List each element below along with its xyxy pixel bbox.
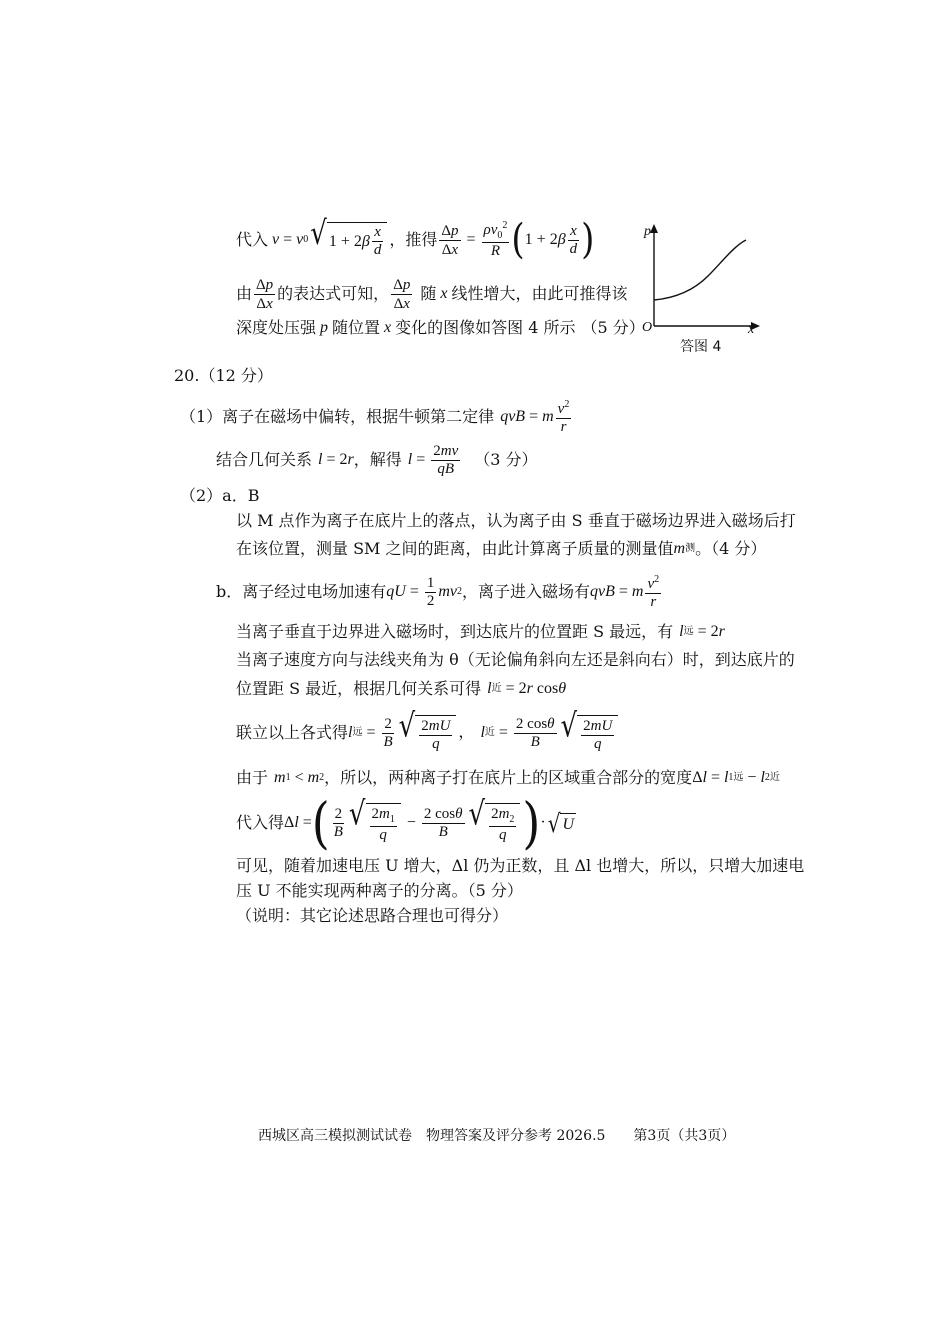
score-top: （5 分） (581, 318, 645, 337)
q20-b-line1: b．离子经过电场加速有 qU = $\frac{1}{2}$ mv 2 ，离子进入磁场有 qvB = m $\frac{v^2}{r}$ (216, 573, 660, 610)
text-conclusion-2: 压 U 不能实现两种离子的分离。（5 分） (236, 881, 523, 900)
q20-b-line5: 联立以上各式得 l 远 = $\frac{2}{B}$ √ $\frac{2mU}{q}$ ， l 近 = $\frac{2 \cos\theta}{B}$ √ $\frac{2mU}{q}$ (236, 708, 620, 758)
sub-ce: 测 (685, 543, 696, 554)
text-geometry: 结合几何关系 (216, 450, 313, 469)
q20-header (174, 367, 273, 385)
sqrt-expression: √ 1 + 2 β $\frac{x}{d}$ (310, 222, 387, 258)
q20-b-line8 (236, 857, 804, 875)
top-line-3: 深度处压强 p 随位置 x 变化的图像如答图 4 所示 （5 分） (236, 318, 645, 337)
top-line-2: 由 $\frac{\Delta p}{\Delta x}$ 的表达式可知， $\frac{\Delta p}{\Delta x}$ 随 x 线性增大，由此可推得该 (236, 276, 628, 312)
q20-part2a-line2: 在该位置，测量 SM 之间的距离，由此计算离子质量的测量值 m 测 。（4 分） (236, 539, 767, 558)
page-footer (258, 1127, 735, 1145)
text-note: （说明：其它论述思路合理也可得分） (236, 906, 509, 925)
text-position: 随位置 (332, 318, 381, 337)
q20-b-line7: 代入得 Δ l = ( $\frac{2}{B}$ √ $\frac{2m_1}{q}$ − $\frac{2 \cos\theta}{B}$ √ $\frac{2m_2}{q}$ ) · √ U (236, 790, 575, 856)
sub-yuan-2: 远 (352, 727, 363, 738)
score-part2a: 。（4 分） (695, 539, 767, 558)
text-solve: ，解得 (353, 450, 402, 469)
frac-dp-dx: $\frac{\Delta p}{\Delta x}$ (441, 222, 459, 258)
text-infer: ，推得 (389, 230, 438, 249)
text-linear: 线性增大，由此可推得该 (451, 284, 628, 303)
text-graph: 变化的图像如答图 4 所示 (395, 318, 576, 337)
text-conclusion-1: 可见，随着加速电压 U 增大，Δl 仍为正数，且 Δl 也增大，所以，只增大加速电 (236, 856, 805, 875)
q20-part2a-line1 (236, 512, 796, 530)
figure-4 (636, 222, 766, 357)
text-you: 由 (236, 284, 253, 303)
q20-b-line4: 位置距 S 最近，根据几何关系可得 l 近 = 2 r cos θ (236, 679, 567, 698)
origin-label: O (642, 320, 653, 335)
text-since: 由于 (236, 768, 269, 787)
text-angle: 当离子速度方向与法线夹角为 θ（无论偏角斜向左还是斜向右）时，到达底片的 (236, 650, 795, 669)
text-part2a: （2）a．B (180, 486, 260, 505)
q20-b-line9 (236, 882, 523, 900)
q20-b-line2: 当离子垂直于边界进入磁场时，到达底片的位置距 S 最远，有 l 远 = 2 r (236, 622, 725, 641)
text-substitute: 代入 (236, 230, 269, 249)
text-depth: 深度处压强 (236, 318, 317, 337)
q20-b-line6: 由于 m 1 < m 2 ，所以，两种离子打在底片上的区域重合部分的宽度 Δ l = l 1远 − l 2近 (236, 768, 780, 787)
sub-jin-2: 近 (484, 727, 495, 738)
text-combine: 联立以上各式得 (236, 723, 349, 742)
sub-2-jin: 近 (769, 772, 780, 783)
top-line-1: 代入 v = v 0 √ 1 + 2 β $\frac{x}{d}$ ，推得 $\frac{\Delta p}{\Delta x}$ = $\frac{\rho v_0^2}{R}$ ( 1 + 2 β $\frac{x}{d}$ ) (236, 215, 595, 264)
q20-part2-head (180, 487, 259, 505)
figure-caption: 答图 4 (680, 339, 722, 355)
sub-jin: 近 (491, 683, 502, 694)
text-overlap: ，所以，两种离子打在底片上的区域重合部分的宽度 (324, 768, 693, 787)
q20-part1-line1: （1）离子在磁场中偏转，根据牛顿第二定律 qvB = m $\frac{v^2}{r}$ (180, 398, 570, 435)
x-axis-label: x (748, 322, 755, 337)
sub-1-yuan: 远 (733, 772, 744, 783)
text-sui: 随 (420, 284, 437, 303)
footer-text: 西城区高三模拟测试试卷 物理答案及评分参考 2026.5 第3页（共3页） (258, 1128, 736, 1144)
sub-yuan: 远 (683, 626, 694, 637)
q20-part1-line2: 结合几何关系 l = 2 r ，解得 l = $\frac{2mv}{qB}$ （3 分） (216, 443, 538, 477)
q20-title: 20.（12 分） (174, 366, 273, 385)
text-accel: b．离子经过电场加速有 (216, 582, 387, 601)
q20-note (236, 907, 508, 925)
text-farthest: 当离子垂直于边界进入磁场时，到达底片的位置距 S 最远，有 (236, 622, 674, 641)
y-axis-label: p (644, 224, 651, 239)
score-part1: （3 分） (474, 450, 538, 469)
p-x-graph (636, 222, 766, 332)
text-expr: 的表达式可知， (277, 284, 390, 303)
text-measure: 在该位置，测量 SM 之间的距离，由此计算离子质量的测量值 (236, 539, 674, 558)
text-substitute-2: 代入得 (236, 813, 285, 832)
q20-b-line3 (236, 651, 795, 669)
text-point-m: 以 M 点作为离子在底片上的落点，认为离子由 S 垂直于磁场边界进入磁场后打 (236, 511, 796, 530)
text-newton: （1）离子在磁场中偏转，根据牛顿第二定律 (180, 407, 495, 426)
text-nearest: 位置距 S 最近，根据几何关系可得 (236, 679, 482, 698)
text-enter-field: ，离子进入磁场有 (462, 582, 591, 601)
